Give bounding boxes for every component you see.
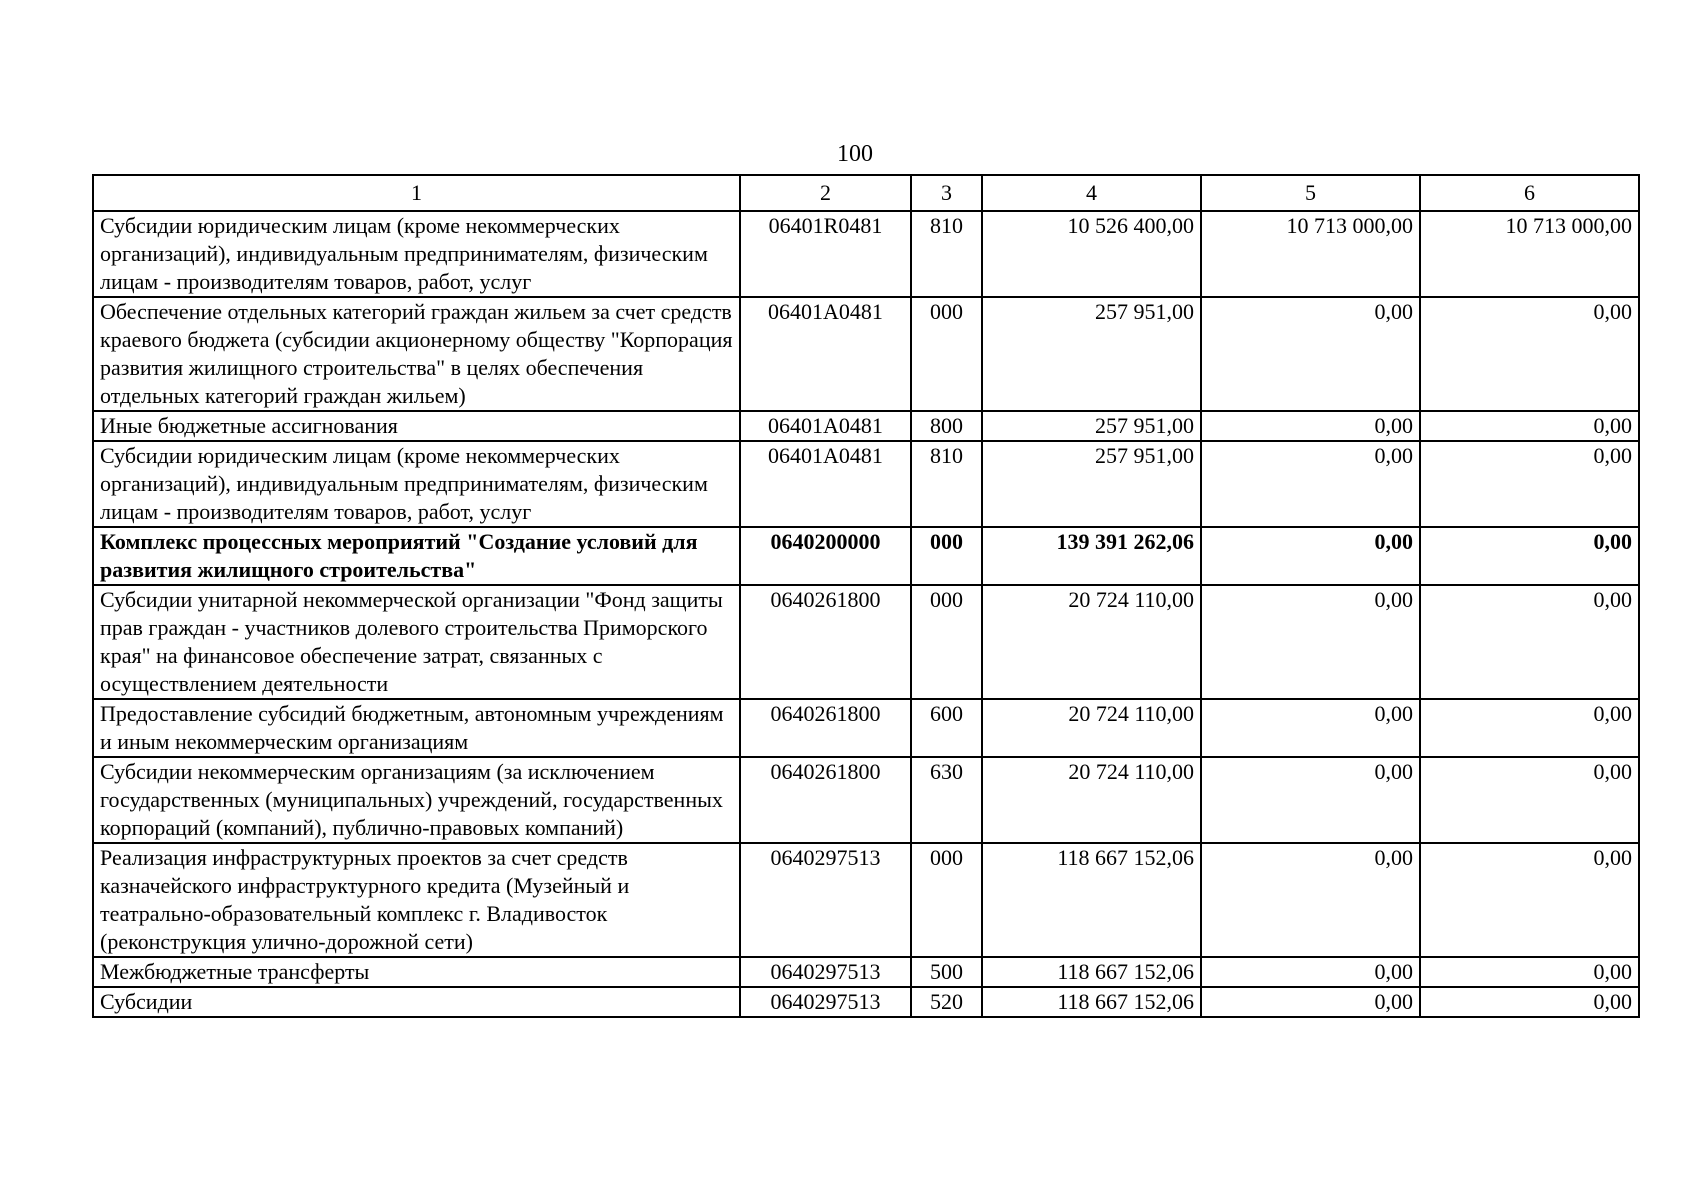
row-expense-type: 630 xyxy=(911,757,982,843)
row-name: Субсидии юридическим лицам (кроме некоммерческих организаций), индивидуальным предпринимателям, физическим лицам - производителям товаров, работ, услуг xyxy=(93,211,740,297)
row-amount-col4: 257 951,00 xyxy=(982,441,1201,527)
row-amount-col6: 0,00 xyxy=(1420,843,1639,957)
row-amount-col4: 139 391 262,06 xyxy=(982,527,1201,585)
header-row xyxy=(93,175,1639,211)
row-target-code: 06401R0481 xyxy=(740,211,911,297)
column-header-2: 2 xyxy=(740,175,911,211)
table-row xyxy=(93,585,1639,699)
row-target-code: 06401A0481 xyxy=(740,411,911,441)
row-amount-col5: 0,00 xyxy=(1201,957,1420,987)
row-name: Иные бюджетные ассигнования xyxy=(93,411,740,441)
table-body xyxy=(93,211,1639,1017)
column-header-5: 5 xyxy=(1201,175,1420,211)
row-amount-col4: 257 951,00 xyxy=(982,297,1201,411)
table-row xyxy=(93,297,1639,411)
row-amount-col5: 10 713 000,00 xyxy=(1201,211,1420,297)
row-amount-col4: 257 951,00 xyxy=(982,411,1201,441)
table-row xyxy=(93,757,1639,843)
row-name: Субсидии юридическим лицам (кроме некоммерческих организаций), индивидуальным предпринимателям, физическим лицам - производителям товаров, работ, услуг xyxy=(93,441,740,527)
row-expense-type: 000 xyxy=(911,585,982,699)
row-expense-type: 600 xyxy=(911,699,982,757)
row-amount-col6: 0,00 xyxy=(1420,699,1639,757)
row-target-code: 0640261800 xyxy=(740,757,911,843)
row-name: Межбюджетные трансферты xyxy=(93,957,740,987)
row-amount-col6: 0,00 xyxy=(1420,411,1639,441)
row-amount-col6: 0,00 xyxy=(1420,957,1639,987)
table-row xyxy=(93,699,1639,757)
row-name: Субсидии унитарной некоммерческой организации "Фонд защиты прав граждан - участников долевого строительства Приморского края" на финансовое обеспечение затрат, связанных с осуществлением деятельности xyxy=(93,585,740,699)
row-expense-type: 000 xyxy=(911,297,982,411)
row-name: Субсидии некоммерческим организациям (за исключением государственных (муниципальных) учреждений, государственных корпораций (компаний), публично-правовых компаний) xyxy=(93,757,740,843)
row-amount-col4: 10 526 400,00 xyxy=(982,211,1201,297)
row-target-code: 0640297513 xyxy=(740,843,911,957)
row-target-code: 0640200000 xyxy=(740,527,911,585)
row-amount-col6: 0,00 xyxy=(1420,441,1639,527)
budget-table xyxy=(92,174,1640,1018)
row-amount-col5: 0,00 xyxy=(1201,297,1420,411)
column-header-6: 6 xyxy=(1420,175,1639,211)
row-amount-col5: 0,00 xyxy=(1201,441,1420,527)
row-expense-type: 000 xyxy=(911,843,982,957)
row-expense-type: 810 xyxy=(911,441,982,527)
row-name: Предоставление субсидий бюджетным, автономным учреждениям и иным некоммерческим организациям xyxy=(93,699,740,757)
row-name: Реализация инфраструктурных проектов за счет средств казначейского инфраструктурного кредита (Музейный и театрально-образовательный комплекс г. Владивосток (реконструкция улично-дорожной сети) xyxy=(93,843,740,957)
row-amount-col4: 118 667 152,06 xyxy=(982,843,1201,957)
row-amount-col4: 20 724 110,00 xyxy=(982,699,1201,757)
row-amount-col5: 0,00 xyxy=(1201,699,1420,757)
row-amount-col6: 10 713 000,00 xyxy=(1420,211,1639,297)
column-header-4: 4 xyxy=(982,175,1201,211)
row-amount-col5: 0,00 xyxy=(1201,987,1420,1017)
row-amount-col5: 0,00 xyxy=(1201,757,1420,843)
table-row xyxy=(93,987,1639,1017)
column-header-1: 1 xyxy=(93,175,740,211)
row-target-code: 06401A0481 xyxy=(740,441,911,527)
row-expense-type: 810 xyxy=(911,211,982,297)
row-amount-col6: 0,00 xyxy=(1420,585,1639,699)
row-expense-type: 500 xyxy=(911,957,982,987)
row-name: Обеспечение отдельных категорий граждан жильем за счет средств краевого бюджета (субсидии акционерному обществу "Корпорация развития жилищного строительства" в целях обеспечения отдельных категорий граждан жильем) xyxy=(93,297,740,411)
table-row xyxy=(93,957,1639,987)
row-expense-type: 520 xyxy=(911,987,982,1017)
table-row xyxy=(93,441,1639,527)
row-target-code: 0640261800 xyxy=(740,699,911,757)
row-target-code: 0640297513 xyxy=(740,957,911,987)
table-header xyxy=(93,175,1639,211)
row-amount-col5: 0,00 xyxy=(1201,411,1420,441)
row-amount-col4: 118 667 152,06 xyxy=(982,957,1201,987)
row-amount-col4: 118 667 152,06 xyxy=(982,987,1201,1017)
row-amount-col5: 0,00 xyxy=(1201,843,1420,957)
row-name: Комплекс процессных мероприятий "Создание условий для развития жилищного строительства" xyxy=(93,527,740,585)
row-expense-type: 800 xyxy=(911,411,982,441)
row-amount-col6: 0,00 xyxy=(1420,757,1639,843)
row-expense-type: 000 xyxy=(911,527,982,585)
row-amount-col5: 0,00 xyxy=(1201,585,1420,699)
table-row xyxy=(93,843,1639,957)
row-amount-col4: 20 724 110,00 xyxy=(982,585,1201,699)
row-amount-col5: 0,00 xyxy=(1201,527,1420,585)
row-target-code: 0640261800 xyxy=(740,585,911,699)
row-target-code: 0640297513 xyxy=(740,987,911,1017)
row-amount-col6: 0,00 xyxy=(1420,527,1639,585)
row-amount-col4: 20 724 110,00 xyxy=(982,757,1201,843)
row-amount-col6: 0,00 xyxy=(1420,297,1639,411)
row-target-code: 06401A0481 xyxy=(740,297,911,411)
table-row xyxy=(93,211,1639,297)
row-name: Субсидии xyxy=(93,987,740,1017)
table-row xyxy=(93,411,1639,441)
table-row-program-total xyxy=(93,527,1639,585)
column-header-3: 3 xyxy=(911,175,982,211)
row-amount-col6: 0,00 xyxy=(1420,987,1639,1017)
page-number: 100 xyxy=(837,141,873,167)
